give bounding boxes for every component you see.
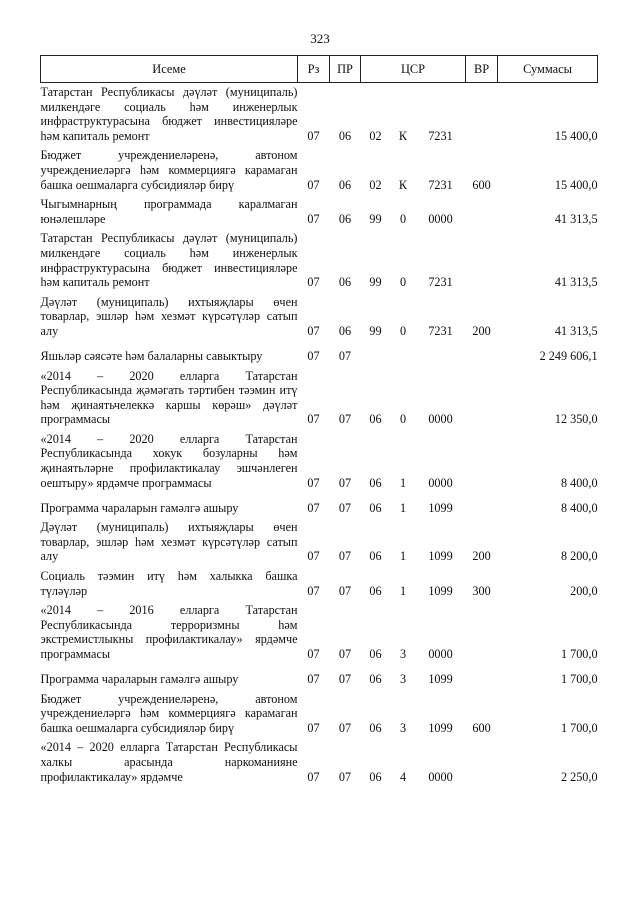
row-csr-subprogram: К	[398, 128, 408, 143]
row-rz: 07	[307, 128, 320, 143]
row-csr-direction: 0000	[428, 412, 453, 427]
row-vr: 200	[472, 323, 491, 338]
row-vr	[466, 195, 498, 229]
table-body	[41, 83, 598, 788]
row-sum: 12 350,0	[554, 412, 598, 427]
row-name: «2014 – 2020 елларга Татарстан Республикасы халкы арасында наркоманияне профилактикалау» ярдәмче	[40, 740, 298, 784]
page-number: 323	[310, 31, 330, 46]
row-sum: 1 700,0	[560, 672, 598, 686]
row-sum: 15 400,0	[554, 128, 598, 143]
row-sum: 41 313,5	[554, 275, 598, 290]
row-sum: 1 700,0	[560, 647, 598, 661]
table-row	[41, 293, 598, 342]
row-name: «2014 – 2016 елларга Татарстан Республикасында терроризмны һәм экстремистлыкны профилактикалау» ярдәмче программасы	[40, 603, 298, 661]
row-sum: 15 400,0	[554, 177, 598, 192]
row-csr-direction: 7231	[428, 128, 453, 143]
table-row	[41, 518, 598, 567]
row-csr-subprogram: 1	[399, 500, 407, 515]
table-row	[41, 601, 598, 664]
row-name: Социаль тәэмин итү һәм халыкка башка түләүләр	[40, 569, 298, 598]
row-csr-program: 06	[369, 475, 382, 490]
row-csr-direction	[416, 342, 466, 367]
row-pr: 07	[338, 549, 352, 564]
row-csr-direction: 0000	[428, 769, 453, 784]
row-csr-program: 06	[369, 720, 382, 735]
row-csr-program: 06	[369, 583, 382, 598]
row-pr: 07	[338, 348, 352, 363]
row-name: Бюджет учреждениеләренә, автоном учреждениеләргә һәм коммерциягә карамаган башка оешмаларга субсидияләр бирү	[40, 148, 298, 192]
row-pr: 07	[338, 583, 352, 598]
row-csr-direction: 1099	[428, 549, 453, 564]
row-vr	[466, 738, 498, 787]
row-sum: 41 313,5	[554, 211, 598, 226]
row-csr-direction: 1099	[428, 500, 453, 515]
row-name: Чыгымнарның программада каралмаган юнәлешләре	[40, 197, 298, 226]
row-csr-program: 02	[369, 128, 382, 143]
row-rz: 07	[307, 769, 320, 784]
row-sum: 2 250,0	[560, 769, 598, 784]
header-vr: ВР	[466, 56, 498, 83]
row-csr-direction: 7231	[428, 177, 453, 192]
row-csr-subprogram	[391, 342, 416, 367]
row-vr: 300	[472, 583, 491, 598]
table-row	[41, 367, 598, 430]
row-name: Яшьләр сәясәте һәм балаларны савыктыру	[40, 348, 263, 363]
row-sum: 1 700,0	[560, 720, 598, 735]
row-pr: 07	[338, 475, 352, 490]
row-sum: 2 249 606,1	[539, 348, 598, 363]
row-pr: 06	[338, 177, 352, 192]
table-header-row	[41, 56, 598, 83]
row-csr-program: 99	[369, 211, 382, 226]
row-name: «2014 – 2020 елларга Татарстан Республикасында хокук бозуларны һәм җинаятьләрне профилактикалау эшчәнлеген оештыру» ярдәмче программасы	[40, 431, 298, 490]
row-vr: 600	[472, 177, 491, 192]
row-csr-subprogram: К	[398, 177, 408, 192]
row-pr: 06	[338, 211, 352, 226]
row-sum: 41 313,5	[554, 323, 598, 338]
row-rz: 07	[307, 412, 320, 427]
row-name: Дәүләт (муниципаль) ихтыяҗлары өчен товарлар, эшләр һәм хезмәт күрсәтүләр сатып алу	[40, 294, 298, 338]
row-csr-subprogram: 1	[399, 549, 407, 564]
row-rz: 07	[307, 720, 320, 735]
row-pr: 07	[338, 720, 352, 735]
row-rz: 07	[307, 211, 320, 226]
row-rz: 07	[307, 583, 320, 598]
row-sum: 8 400,0	[560, 500, 598, 515]
row-csr-program: 99	[369, 323, 382, 338]
row-rz: 07	[307, 475, 320, 490]
row-csr-subprogram: 3	[399, 647, 407, 661]
row-name: «2014 – 2020 елларга Татарстан Республикасында җәмәгать тәртибен тәэмин итү һәм җинаятьчелеккә каршы көрәш» дәүләт программасы	[40, 368, 298, 427]
row-csr-subprogram: 0	[399, 323, 407, 338]
header-pr: ПР	[330, 56, 361, 83]
header-rz: Рз	[298, 56, 330, 83]
row-csr-direction: 1099	[428, 672, 453, 686]
row-pr: 07	[338, 769, 352, 784]
row-vr: 600	[472, 720, 491, 735]
row-name: Программа чараларын гамәлгә ашыру	[40, 500, 239, 515]
row-rz: 07	[307, 275, 320, 290]
row-sum: 8 200,0	[560, 549, 598, 564]
row-csr-subprogram: 1	[399, 475, 407, 490]
row-vr	[466, 229, 498, 292]
row-csr-subprogram: 3	[399, 672, 407, 686]
row-rz: 07	[307, 177, 320, 192]
header-name: Исеме	[41, 56, 298, 83]
row-csr-subprogram: 1	[399, 583, 407, 598]
row-vr	[466, 601, 498, 664]
row-pr: 06	[338, 323, 352, 338]
row-pr: 07	[338, 412, 352, 427]
table-row	[41, 146, 598, 195]
row-pr: 07	[338, 672, 352, 686]
table-row	[41, 567, 598, 601]
row-rz: 07	[307, 647, 320, 661]
row-vr	[466, 493, 498, 518]
table-row	[41, 493, 598, 518]
row-csr-program: 06	[369, 769, 382, 784]
table-row	[41, 83, 598, 147]
table-row	[41, 430, 598, 493]
row-pr: 07	[338, 647, 352, 661]
row-vr	[466, 83, 498, 147]
table-row	[41, 342, 598, 367]
row-csr-subprogram: 4	[399, 769, 407, 784]
header-sum: Суммасы	[498, 56, 598, 83]
row-name: Программа чараларын гамәлгә ашыру	[40, 672, 239, 686]
row-csr-direction: 0000	[428, 211, 453, 226]
row-csr-program: 06	[369, 647, 382, 661]
row-rz: 07	[307, 672, 320, 686]
row-vr	[466, 342, 498, 367]
table-row	[41, 665, 598, 690]
row-csr-subprogram: 0	[399, 275, 407, 290]
row-csr-direction: 0000	[428, 647, 453, 661]
row-csr-program: 06	[369, 672, 382, 686]
table-row	[41, 195, 598, 229]
row-vr	[466, 430, 498, 493]
row-csr-program: 06	[369, 500, 382, 515]
row-rz: 07	[307, 348, 320, 363]
budget-table	[40, 55, 598, 787]
row-csr-subprogram: 0	[399, 211, 407, 226]
row-sum: 200,0	[570, 583, 598, 598]
row-name: Татарстан Республикасы дәүләт (муниципаль) милкендәге социаль һәм инженерлык инфраструктурасына бюджет инвестицияләре һәм капиталь ремонт	[40, 231, 298, 290]
row-name: Татарстан Республикасы дәүләт (муниципаль) милкендәге социаль һәм инженерлык инфраструктурасына бюджет инвестицияләре һәм капиталь ремонт	[40, 85, 298, 143]
row-csr-program: 06	[369, 549, 382, 564]
table-row	[41, 690, 598, 739]
header-csr: ЦСР	[361, 56, 466, 83]
row-pr: 07	[338, 500, 352, 515]
table-row	[41, 229, 598, 292]
row-rz: 07	[307, 323, 320, 338]
row-pr: 06	[338, 128, 352, 143]
table-row	[41, 738, 598, 787]
row-csr-program	[361, 342, 391, 367]
row-vr	[466, 665, 498, 690]
row-csr-direction: 0000	[428, 475, 453, 490]
row-vr: 200	[472, 549, 491, 564]
row-pr: 06	[338, 275, 352, 290]
row-csr-direction: 7231	[428, 275, 453, 290]
row-csr-subprogram: 0	[399, 412, 407, 427]
row-vr	[466, 367, 498, 430]
row-sum: 8 400,0	[560, 475, 598, 490]
row-name: Бюджет учреждениеләренә, автоном учреждениеләргә һәм коммерциягә карамаган башка оешмаларга субсидияләр бирү	[40, 691, 298, 735]
row-rz: 07	[307, 549, 320, 564]
row-csr-program: 02	[369, 177, 382, 192]
row-csr-direction: 1099	[428, 583, 453, 598]
row-name: Дәүләт (муниципаль) ихтыяҗлары өчен товарлар, эшләр һәм хезмәт күрсәтүләр сатып алу	[40, 520, 298, 564]
row-csr-subprogram: 3	[399, 720, 407, 735]
row-csr-program: 99	[369, 275, 382, 290]
row-csr-direction: 7231	[428, 323, 453, 338]
row-rz: 07	[307, 500, 320, 515]
row-csr-program: 06	[369, 412, 382, 427]
row-csr-direction: 1099	[428, 720, 453, 735]
